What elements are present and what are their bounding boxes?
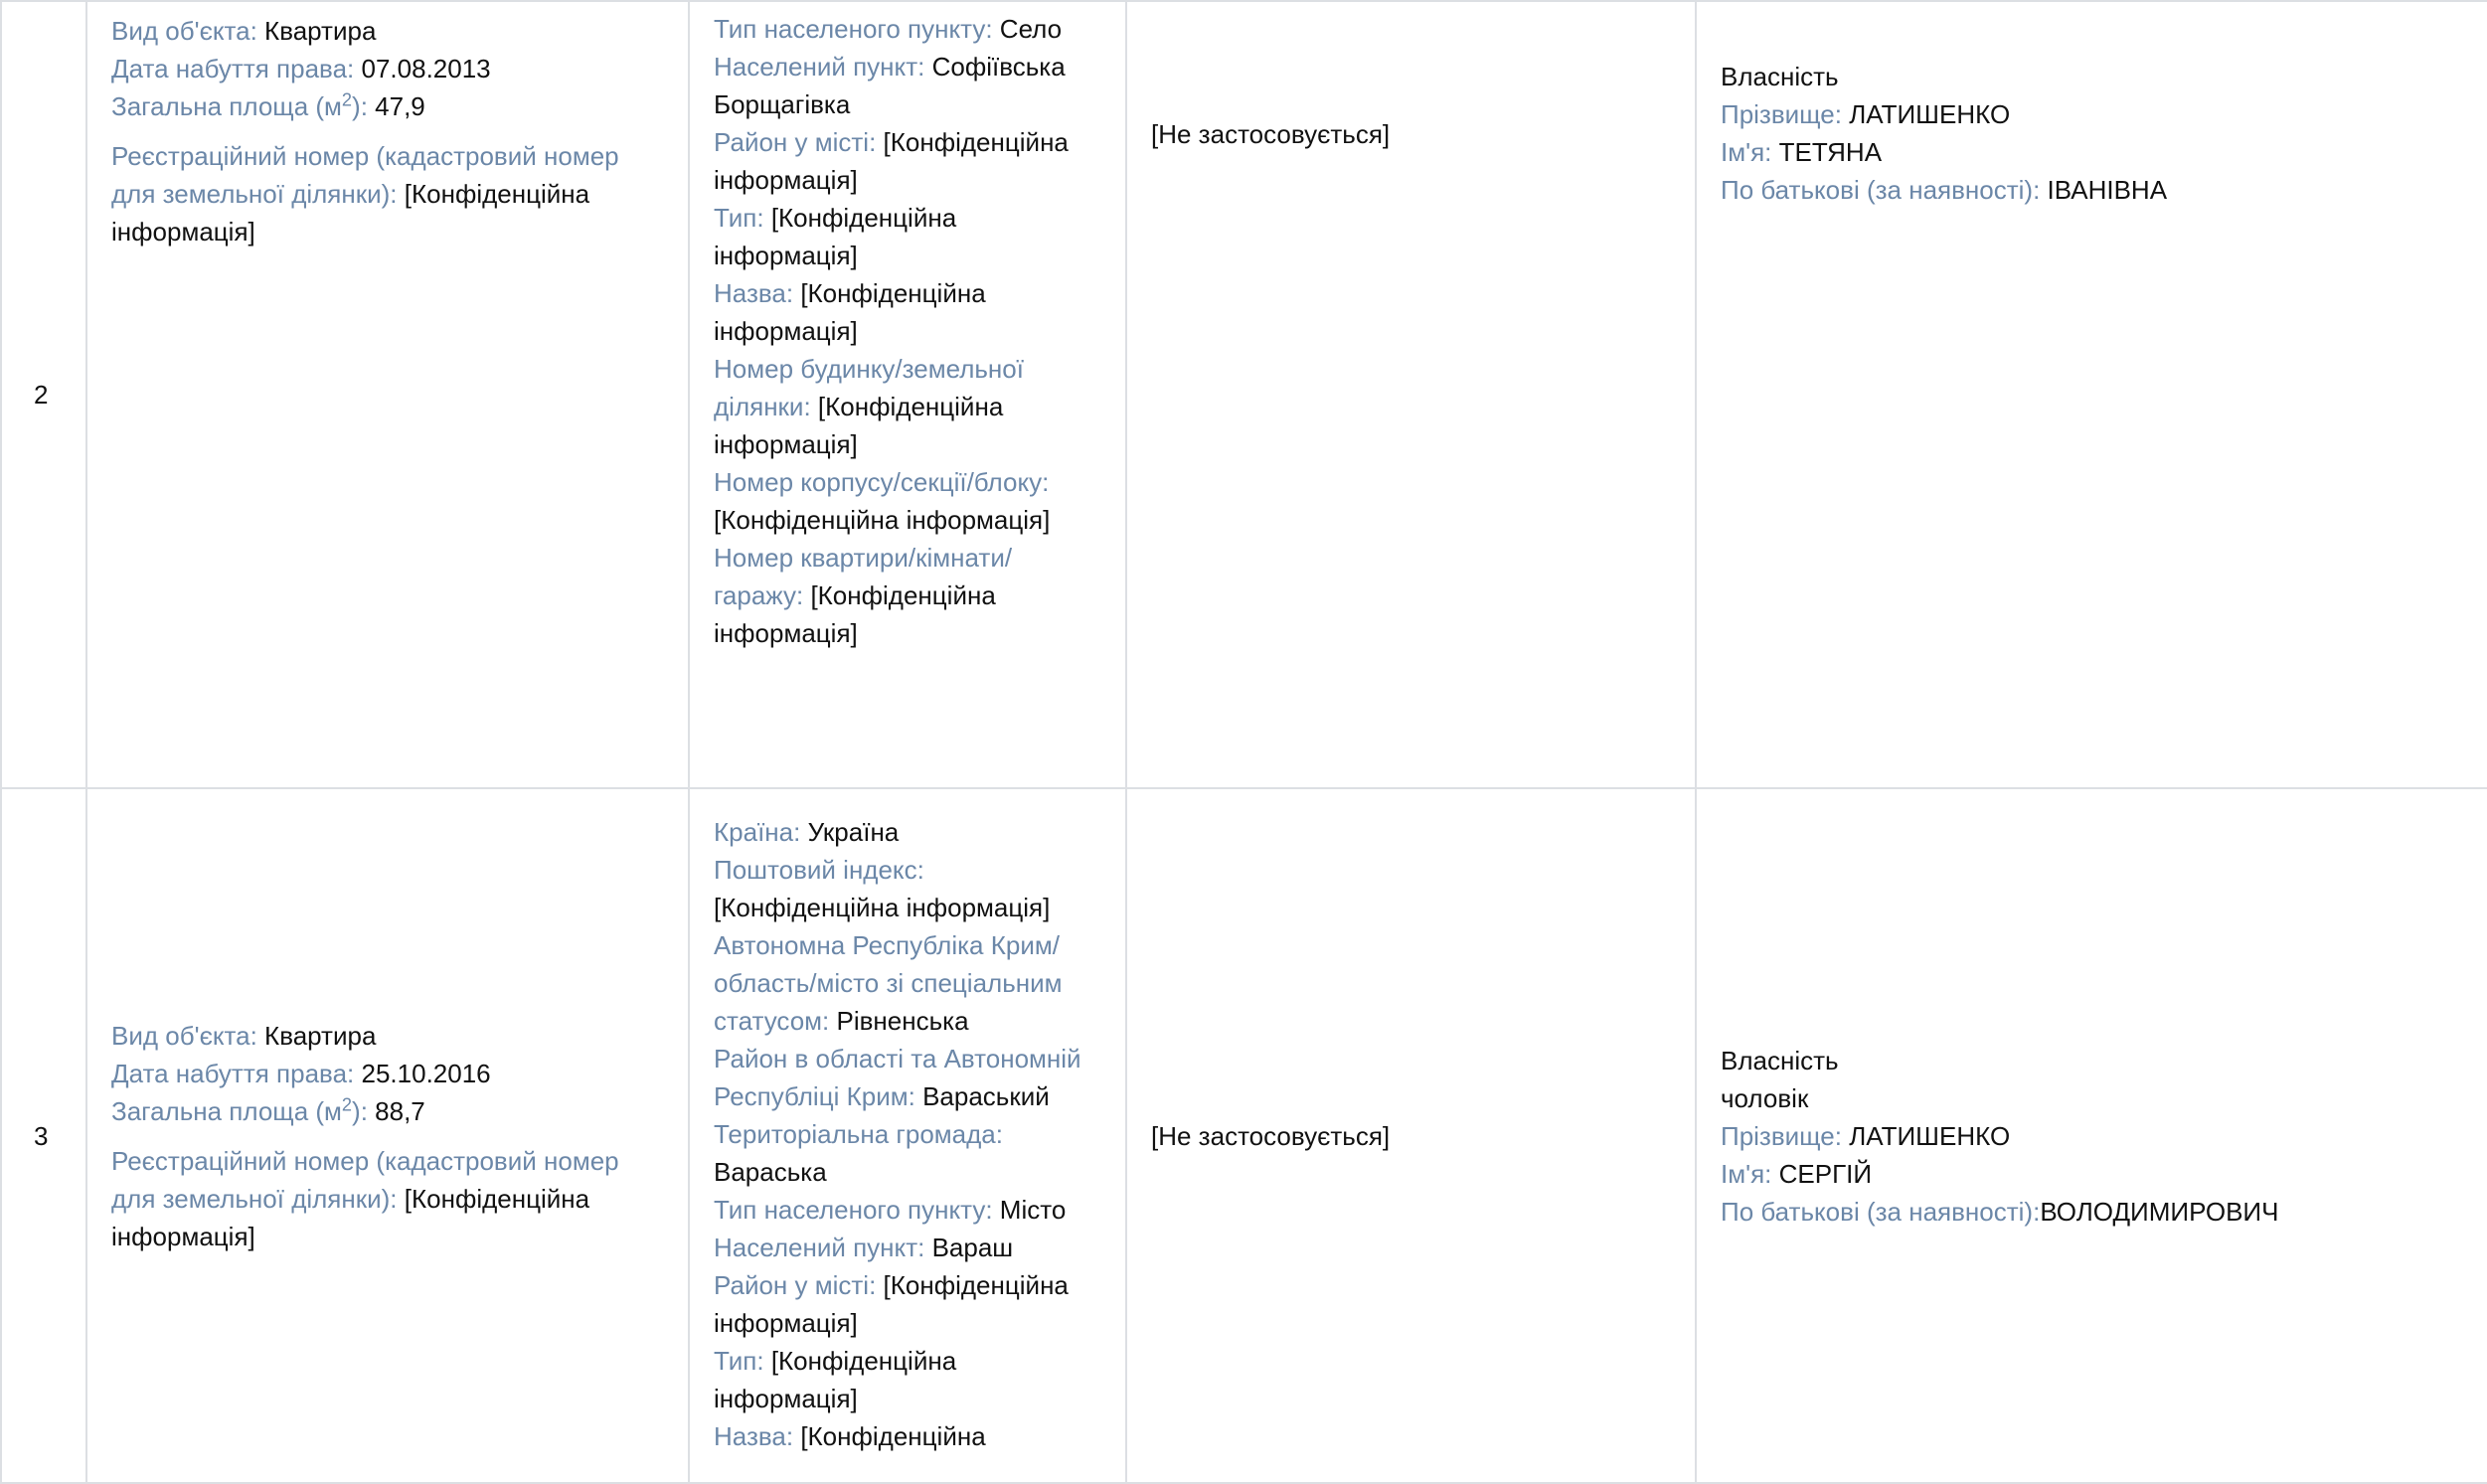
patronymic-label: По батькові (за наявності):: [1721, 1196, 2041, 1227]
region-label: Автономна Республіка Крим/ область/місто зі спеціальним статусом:: [714, 930, 1063, 1036]
row-number: 3: [1, 788, 86, 1483]
district-value: Вараський: [922, 1081, 1050, 1111]
reg-number-label: Реєстраційний номер (кадастровий номер для земельної ділянки):: [111, 141, 619, 209]
apartment-label: Номер квартири/кімнати/ гаражу:: [714, 543, 1013, 610]
table-row: [1, 788, 2487, 1483]
patronymic-value: ВОЛОДИМИРОВИЧ: [2040, 1196, 2279, 1227]
house-label: Номер будинку/земельної ділянки:: [714, 354, 1024, 421]
city-district-value: [Конфіденційна інформація]: [714, 127, 1069, 195]
building-value: [Конфіденційна інформація]: [714, 505, 1051, 535]
name-label: Назва:: [714, 1421, 794, 1451]
building-label: Номер корпусу/секції/блоку:: [714, 467, 1050, 497]
region-value: Рівненська: [836, 1006, 969, 1036]
surname-label: Прізвище:: [1721, 1120, 1842, 1151]
city-district-label: Район у місті:: [714, 127, 877, 157]
area-label: Загальна площа $(м^2)$:: [111, 89, 368, 121]
acq-date-label: Дата набуття права:: [111, 54, 355, 83]
reg-number-value: [Конфіденційна інформація]: [111, 1183, 590, 1251]
surname-value: ЛАТИШЕНКО: [1849, 1120, 2011, 1151]
house-value: [Конфіденційна інформація]: [714, 392, 1004, 459]
settlement-value: Софіївська Борщагівка: [714, 52, 1066, 119]
name-value: [Конфіденційна інформація]: [714, 278, 986, 346]
table-row: [1, 1, 2487, 788]
settlement-type-value: Місто: [999, 1195, 1067, 1225]
acq-date-value: 25.10.2016: [361, 1058, 491, 1088]
right-type: Власність: [1721, 1045, 1839, 1075]
type-value: [Конфіденційна інформація]: [714, 203, 957, 270]
first-name-label: Ім'я:: [1721, 1158, 1772, 1189]
apartment-value: [Конфіденційна інформація]: [714, 580, 996, 648]
object-type-label: Вид об'єкта:: [111, 1020, 257, 1051]
community-label: Територіальна громада:: [714, 1119, 1003, 1149]
postal-value: [Конфіденційна інформація]: [714, 893, 1051, 922]
first-name-label: Ім'я:: [1721, 137, 1772, 167]
patronymic-label: По батькові (за наявності):: [1721, 175, 2041, 205]
postal-label: Поштовий індекс:: [714, 855, 924, 885]
settlement-label: Населений пункт:: [714, 1233, 925, 1262]
address-cell: [689, 788, 1126, 1483]
district-label: Район в області та Автономній Республіці Крим:: [714, 1044, 1081, 1111]
object-type-value: Квартира: [264, 16, 377, 46]
acq-date-label: Дата набуття права:: [111, 1058, 355, 1088]
not-applicable-value: [Не застосовується]: [1151, 1120, 1391, 1151]
object-type-label: Вид об'єкта:: [111, 16, 257, 46]
country-label: Країна:: [714, 817, 801, 847]
settlement-type-value: Село: [999, 14, 1063, 44]
patronymic-value: ІВАНІВНА: [2047, 175, 2168, 205]
community-value: Вараська: [714, 1157, 827, 1187]
relation: чоловік: [1721, 1082, 1809, 1113]
type-label: Тип:: [714, 203, 764, 233]
settlement-type-label: Тип населеного пункту:: [714, 14, 993, 44]
city-district-label: Район у місті:: [714, 1270, 877, 1300]
area-label: Загальна площа $(м^2)$:: [111, 1093, 368, 1126]
reg-number-value: [Конфіденційна інформація]: [111, 179, 590, 247]
owner-cell: [1696, 1, 2487, 788]
settlement-value: Вараш: [931, 1233, 1014, 1262]
first-name-value: СЕРГІЙ: [1778, 1158, 1873, 1189]
not-applicable-cell: [1126, 788, 1696, 1483]
not-applicable-cell: [1126, 1, 1696, 788]
surname-value: ЛАТИШЕНКО: [1849, 99, 2011, 129]
object-cell: [86, 788, 689, 1483]
country-value: Україна: [807, 817, 900, 847]
reg-number-label: Реєстраційний номер (кадастровий номер для земельної ділянки):: [111, 1145, 619, 1214]
first-name-value: ТЕТЯНА: [1778, 137, 1883, 167]
settlement-type-label: Тип населеного пункту:: [714, 1195, 993, 1225]
object-cell: [86, 1, 689, 788]
area-value: 88,7: [375, 1095, 425, 1126]
name-label: Назва:: [714, 278, 794, 308]
row-number: 2: [1, 1, 86, 788]
settlement-label: Населений пункт:: [714, 52, 925, 82]
type-label: Тип:: [714, 1346, 764, 1376]
name-value: [Конфіденційна: [800, 1421, 986, 1451]
not-applicable-value: [Не застосовується]: [1151, 119, 1391, 149]
type-value: [Конфіденційна інформація]: [714, 1346, 957, 1413]
area-value: 47,9: [375, 91, 425, 121]
address-cell: [689, 1, 1126, 788]
city-district-value: [Конфіденційна інформація]: [714, 1270, 1069, 1338]
surname-label: Прізвище:: [1721, 99, 1842, 129]
object-type-value: Квартира: [264, 1020, 377, 1051]
right-type: Власність: [1721, 62, 1839, 91]
owner-cell: [1696, 788, 2487, 1483]
acq-date-value: 07.08.2013: [361, 54, 491, 83]
